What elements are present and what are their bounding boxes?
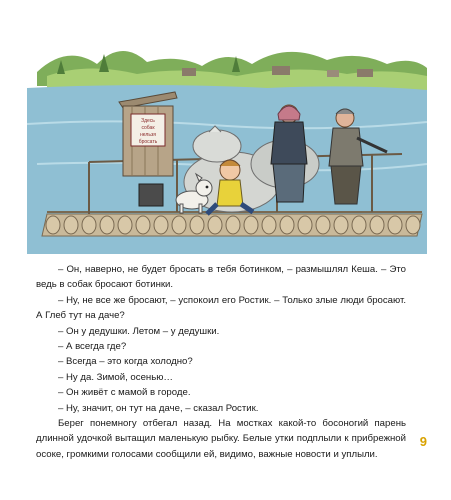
paragraph: – Он живёт с мамой в городе. (58, 387, 191, 399)
raft-illustration (27, 14, 427, 254)
paragraph: – Всегда – это когда холодно? (58, 356, 193, 368)
dark-box (139, 184, 163, 206)
paragraph: Берег понемногу отбегал назад. На мостках какой-то босоногий парень длинной удочкой вытащил маленькую рыбку. Белые утки подплыли к прибрежной осоке, громкими голосами сообщили ей, видимо, важные новости и уплыли. (36, 418, 406, 460)
paragraph: – Ну, значит, он тут на даче, – сказал Ростик. (58, 402, 259, 414)
page-number: 9 (419, 434, 427, 449)
sign-line-3: нельзя (140, 132, 156, 138)
sign-line-1: Здесь (141, 118, 155, 124)
sign-line-2: собак (141, 125, 155, 131)
story-text (36, 262, 406, 462)
paragraph: – Ну да. Зимой, осенью… (58, 371, 173, 383)
paragraph: – Он, наверно, не будет бросать в тебя ботинком, – размышлял Кеша. – Это ведь в собак бросают ботинки. (36, 264, 406, 291)
paragraph: – Он у дедушки. Летом – у дедушки. (58, 325, 220, 337)
paragraph: – Ну, не все же бросают, – успокоил его Ростик. – Только злые люди бросают. А Глеб тут на даче? (36, 294, 406, 322)
paragraph: – А всегда где? (58, 341, 127, 353)
raft-logs (42, 212, 422, 236)
sign-line-4: бросать (138, 139, 158, 145)
